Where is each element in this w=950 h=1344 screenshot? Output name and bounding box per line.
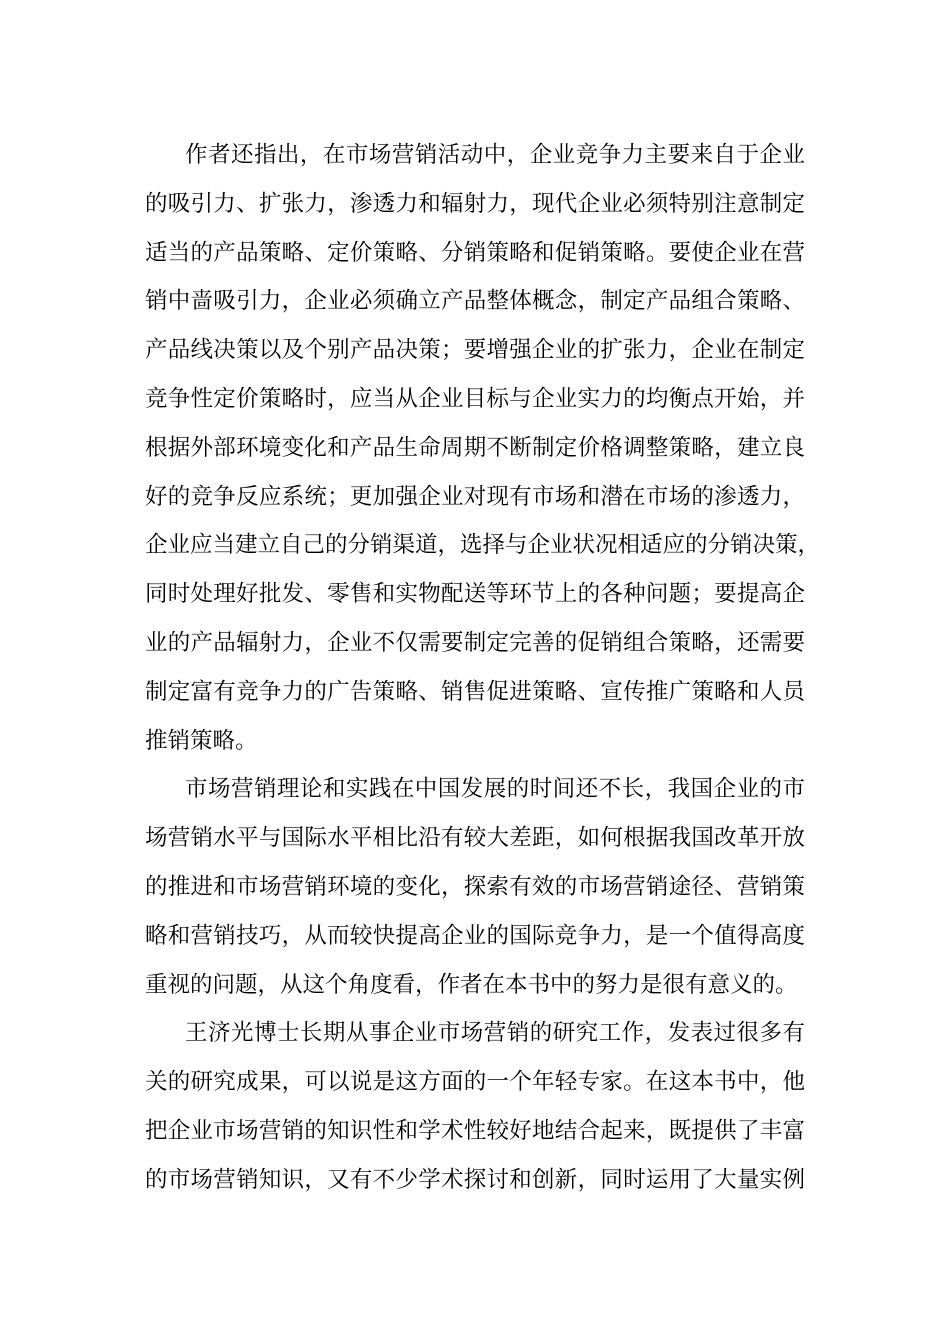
text-line: 适当的产品策略、定价策略、分销策略和促销策略。要使企业在营 <box>145 239 805 266</box>
text-line: 王济光博士长期从事企业市场营销的研究工作，发表过很多有 <box>185 1020 805 1047</box>
text-line: 的吸引力、扩张力，渗透力和辐射力，现代企业必须特别注意制定 <box>145 190 805 217</box>
text-line: 的推进和市场营销环境的变化，探索有效的市场营销途径、营销策 <box>145 873 805 900</box>
text-line: 重视的问题，从这个角度看，作者在本书中的努力是很有意义的。 <box>145 971 798 998</box>
text-line: 的市场营销知识，又有不少学术探讨和创新，同时运用了大量实例 <box>145 1166 805 1193</box>
paragraph-2 <box>145 765 805 1009</box>
text-line: 同时处理好批发、零售和实物配送等环节上的各种问题；要提高企 <box>145 581 805 608</box>
text-line: 好的竞争反应系统；更加强企业对现有市场和潜在市场的渗透力， <box>145 483 805 510</box>
text-line: 推销策略。 <box>145 727 258 754</box>
text-line: 市场营销理论和实践在中国发展的时间还不长，我国企业的市 <box>185 776 805 803</box>
text-line: 把企业市场营销的知识性和学术性较好地结合起来，既提供了丰富 <box>145 1117 805 1144</box>
text-line: 关的研究成果，可以说是这方面的一个年轻专家。在这本书中，他 <box>145 1069 805 1096</box>
text-line: 业的产品辐射力，企业不仅需要制定完善的促销组合策略，还需要 <box>145 629 805 656</box>
text-line: 产品线决策以及个别产品决策；要增强企业的扩张力，企业在制定 <box>145 337 805 364</box>
document-page <box>145 131 821 1205</box>
paragraph-1 <box>145 131 821 765</box>
text-line: 作者还指出，在市场营销活动中，企业竞争力主要来自于企业 <box>185 142 805 168</box>
text-line: 场营销水平与国际水平相比沿有较大差距，如何根据我国改革开放 <box>145 825 805 852</box>
text-line: 企业应当建立自己的分销渠道，选择与企业状况相适应的分销决策， <box>145 532 821 559</box>
paragraph-3 <box>145 1009 805 1204</box>
text-line: 制定富有竞争力的广告策略、销售促进策略、宣传推广策略和人员 <box>145 678 805 705</box>
text-line: 销中啬吸引力，企业必须确立产品整体概念，制定产品组合策略、 <box>145 288 805 315</box>
text-line: 根据外部环境变化和产品生命周期不断制定价格调整策略，建立良 <box>145 434 805 461</box>
text-line: 竞争性定价策略时，应当从企业目标与企业实力的均衡点开始，并 <box>145 385 805 412</box>
text-line: 略和营销技巧，从而较快提高企业的国际竞争力，是一个值得高度 <box>145 922 805 949</box>
